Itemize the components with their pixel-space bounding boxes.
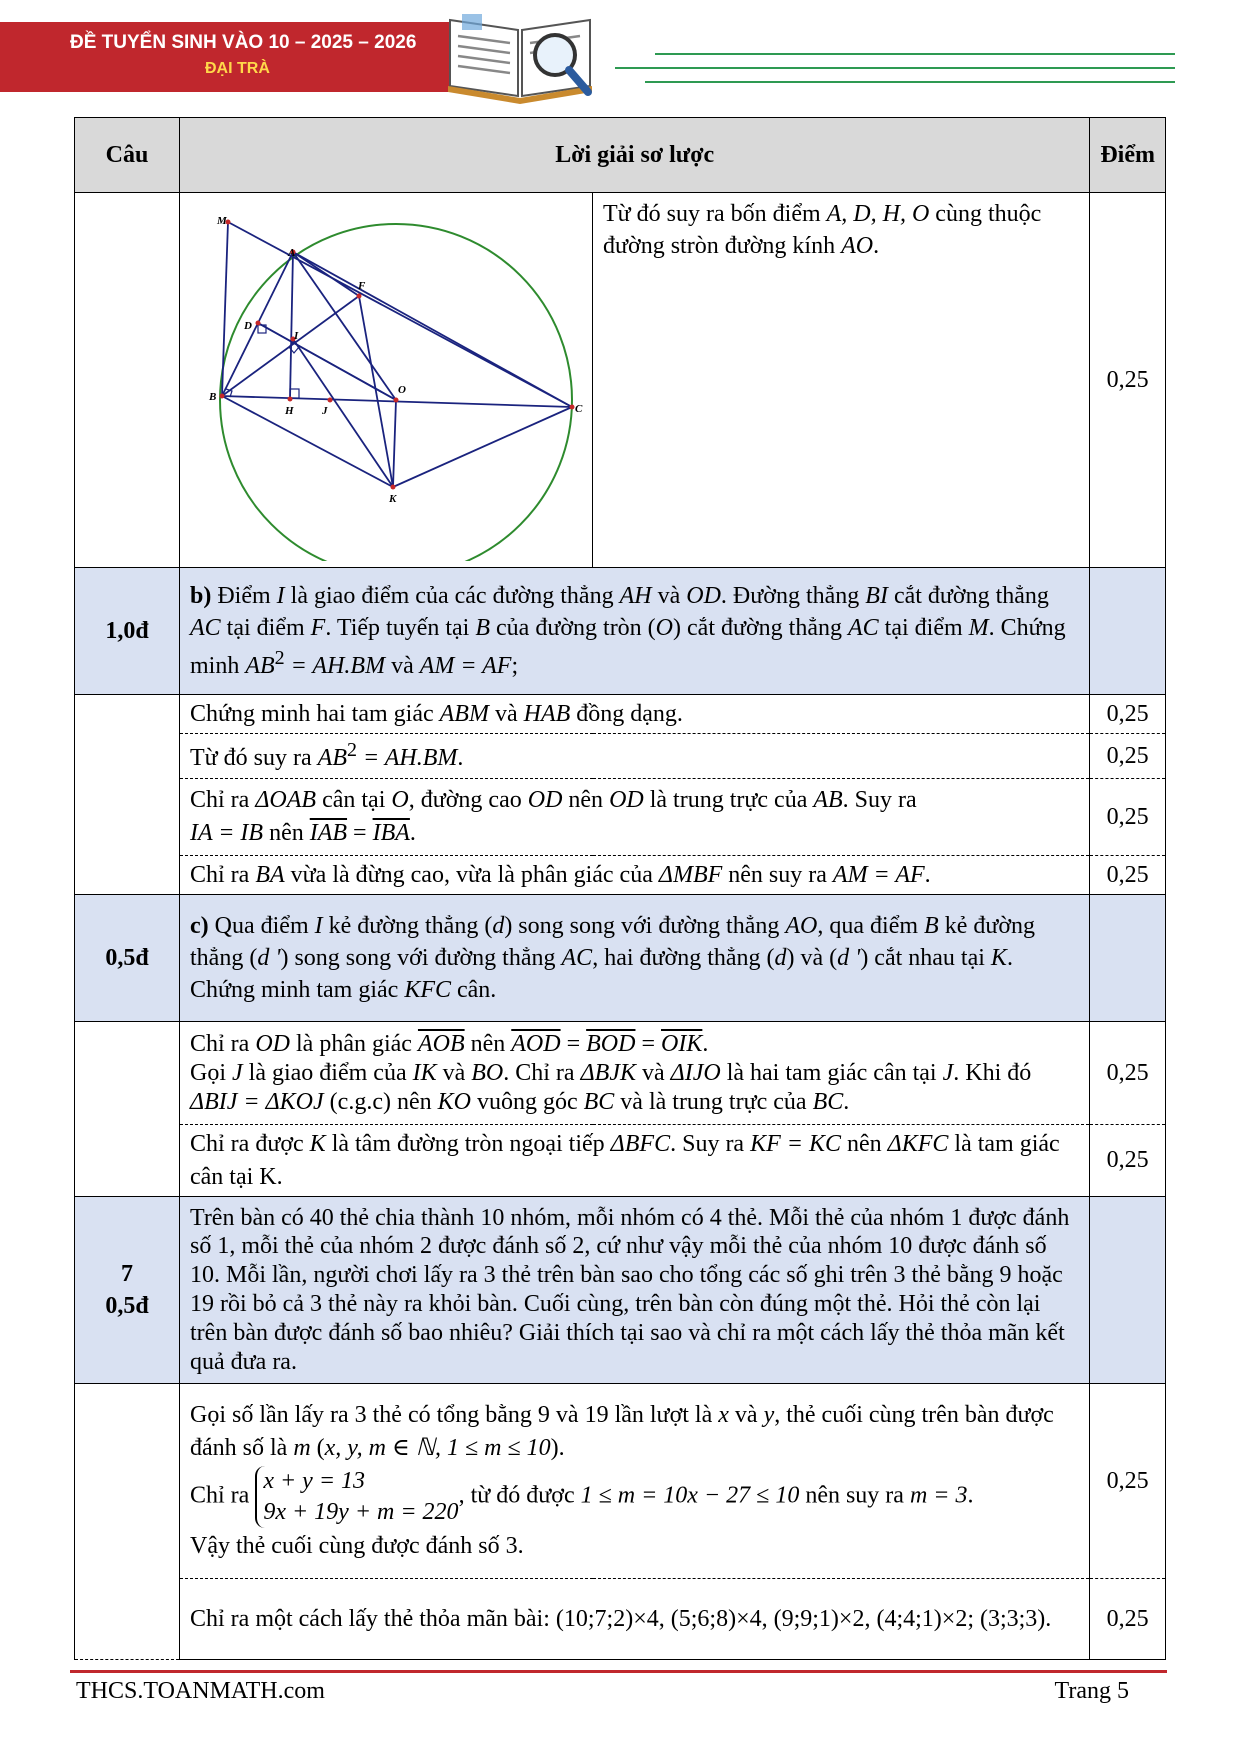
score-cell: 0,25 xyxy=(1090,1022,1166,1125)
solution-c-step-2: Chỉ ra được K là tâm đường tròn ngoại tiếp ΔBFC. Suy ra KF = KC nên ΔKFC là tam giác cân tại K. xyxy=(180,1125,1090,1197)
book-magnifier-icon xyxy=(440,0,600,104)
point-label-B: B xyxy=(209,391,217,403)
table-row xyxy=(75,193,1166,568)
solution-table xyxy=(74,117,1166,1660)
score-cell: 0,25 xyxy=(1090,1578,1166,1659)
question-b-row xyxy=(75,568,1166,695)
table-row xyxy=(75,734,1166,778)
point-label-I: I xyxy=(294,330,299,342)
question-c-points: 0,5đ xyxy=(75,895,180,1022)
header-subtitle: ĐẠI TRÀ xyxy=(205,60,270,77)
solution-b-step-4: Chỉ ra BA vừa là đừng cao, vừa là phân giác của ΔMBF nên suy ra AM = AF. xyxy=(180,855,1090,894)
score-cell: 0,25 xyxy=(1090,1383,1166,1578)
table-row xyxy=(75,1383,1166,1578)
question-7-text: Trên bàn có 40 thẻ chia thành 10 nhóm, mỗi nhóm có 4 thẻ. Mỗi thẻ của nhóm 1 được đánh số 1, mỗi thẻ của nhóm 2 được đánh số 2, cứ như vậy mỗi thẻ của nhóm 10 được đánh số 10. Mỗi lần, người chơi lấy ra 3 thẻ trên bàn sao cho tổng các số ghi trên 3 thẻ bằng 9 hoặc 19 rồi bỏ cả 3 thẻ này ra khỏi bàn. Cuối cùng, trên bàn còn đúng một thẻ. Hỏi thẻ còn lại trên bàn được đánh số bao nhiêu? Giải thích tại sao và chỉ ra một cách lấy thẻ thỏa mãn kết quả đưa ra. xyxy=(180,1196,1090,1383)
point-label-D: D xyxy=(244,320,252,332)
point-label-H: H xyxy=(285,405,294,417)
score-cell: 0,25 xyxy=(1090,734,1166,778)
question-7-row xyxy=(75,1196,1166,1383)
question-c-row xyxy=(75,895,1166,1022)
point-label-C: C xyxy=(575,403,583,415)
table-row xyxy=(75,695,1166,734)
table-row xyxy=(75,1125,1166,1197)
score-cell: 0,25 xyxy=(1090,1125,1166,1197)
page-number: Trang 5 xyxy=(1054,1678,1129,1704)
point-label-M: M xyxy=(217,215,227,227)
table-header-row xyxy=(75,118,1166,193)
geometry-figure-cell xyxy=(180,193,593,568)
solution-c-step-1: Chỉ ra OD là phân giác $\overline{AOB}$ nên $\overline{AOD} = \overline{BOD} = \overline{OIK}$. Gọi J là giao điểm của IK và BO. Chỉ ra ΔBJK và ΔIJO là hai tam giác cân tại J. Khi đó ΔBIJ = ΔKOJ (c.g.c) nên KO vuông góc BC và là trung trực của BC. xyxy=(180,1022,1090,1125)
score-cell: 0,25 xyxy=(1090,695,1166,734)
footer-site: THCS.TOANMATH.com xyxy=(76,1678,325,1704)
point-label-A: A xyxy=(288,247,296,259)
table-row xyxy=(75,855,1166,894)
question-b-points: 1,0đ xyxy=(75,568,180,695)
question-c-text: c) Qua điểm I kẻ đường thẳng (d) song song với đường thẳng AO, qua điểm B kẻ đường thẳng (d ') song song với đường thẳng AC, hai đường thẳng (d) và (d ') cắt nhau tại K. Chứng minh tam giác KFC cân. xyxy=(180,895,1090,1022)
table-row xyxy=(75,1578,1166,1659)
header-banner xyxy=(0,22,450,92)
score-cell: 0,25 xyxy=(1090,193,1166,568)
figure-conclusion-text: Từ đó suy ra bốn điểm A, D, H, O cùng thuộc đường stròn đường kính AO. xyxy=(593,193,1090,568)
solution-b-step-2: Từ đó suy ra $AB^2 = AH.BM$. xyxy=(180,734,1090,778)
solution-b-step-1: Chứng minh hai tam giác ABM và HAB đồng dạng. xyxy=(180,695,1090,734)
equation-system: x + y = 13 9x + 19y + m = 220 xyxy=(255,1466,458,1528)
score-cell: 0,25 xyxy=(1090,778,1166,855)
point-label-F: F xyxy=(358,280,366,292)
point-label-O: O xyxy=(398,384,406,396)
footer-rule xyxy=(70,1670,1167,1673)
score-cell: 0,25 xyxy=(1090,855,1166,894)
header-rule-lines xyxy=(615,48,1175,88)
point-label-K: K xyxy=(389,493,397,505)
question-b-text: b) Điểm I là giao điểm của các đường thẳng AH và OD. Đường thẳng BI cắt đường thẳng AC tại điểm F. Tiếp tuyến tại B của đường tròn (O) cắt đường thẳng AC tại điểm M. Chứng minh $AB^2 = AH.BM$ và AM = AF; xyxy=(180,568,1090,695)
table-row xyxy=(75,778,1166,855)
solution-7-step-2: Chỉ ra một cách lấy thẻ thỏa mãn bài: (10;7;2)×4, (5;6;8)×4, (9;9;1)×2, (4;4;1)×2; (3;3;3). xyxy=(180,1578,1090,1659)
question-7-label: 7 0,5đ xyxy=(75,1196,180,1383)
table-row xyxy=(75,1022,1166,1125)
point-label-J: J xyxy=(322,405,328,417)
solution-7-step-1: Gọi số lần lấy ra 3 thẻ có tổng bằng 9 và 19 lần lượt là x và y, thẻ cuối cùng trên bàn được đánh số là m (x, y, m ∈ ℕ, 1 ≤ m ≤ 10). Chỉ ra x + y = 13 9x + 19y + m = 220, từ đó được 1 ≤ m = 10x − 27 ≤ 10 nên suy ra m = 3. Vậy thẻ cuối cùng được đánh số 3. xyxy=(180,1383,1090,1578)
geometry-figure xyxy=(182,199,590,561)
col-header-score: Điểm xyxy=(1090,118,1166,193)
col-header-question: Câu xyxy=(75,118,180,193)
solution-b-step-3: Chỉ ra ΔOAB cân tại O, đường cao OD nên OD là trung trực của AB. Suy ra IA = IB nên $\overline{IAB} = \overline{IBA}$. xyxy=(180,778,1090,855)
header-title: ĐỀ TUYỂN SINH VÀO 10 – 2025 – 2026 xyxy=(70,32,417,53)
col-header-solution: Lời giải sơ lược xyxy=(180,118,1090,193)
